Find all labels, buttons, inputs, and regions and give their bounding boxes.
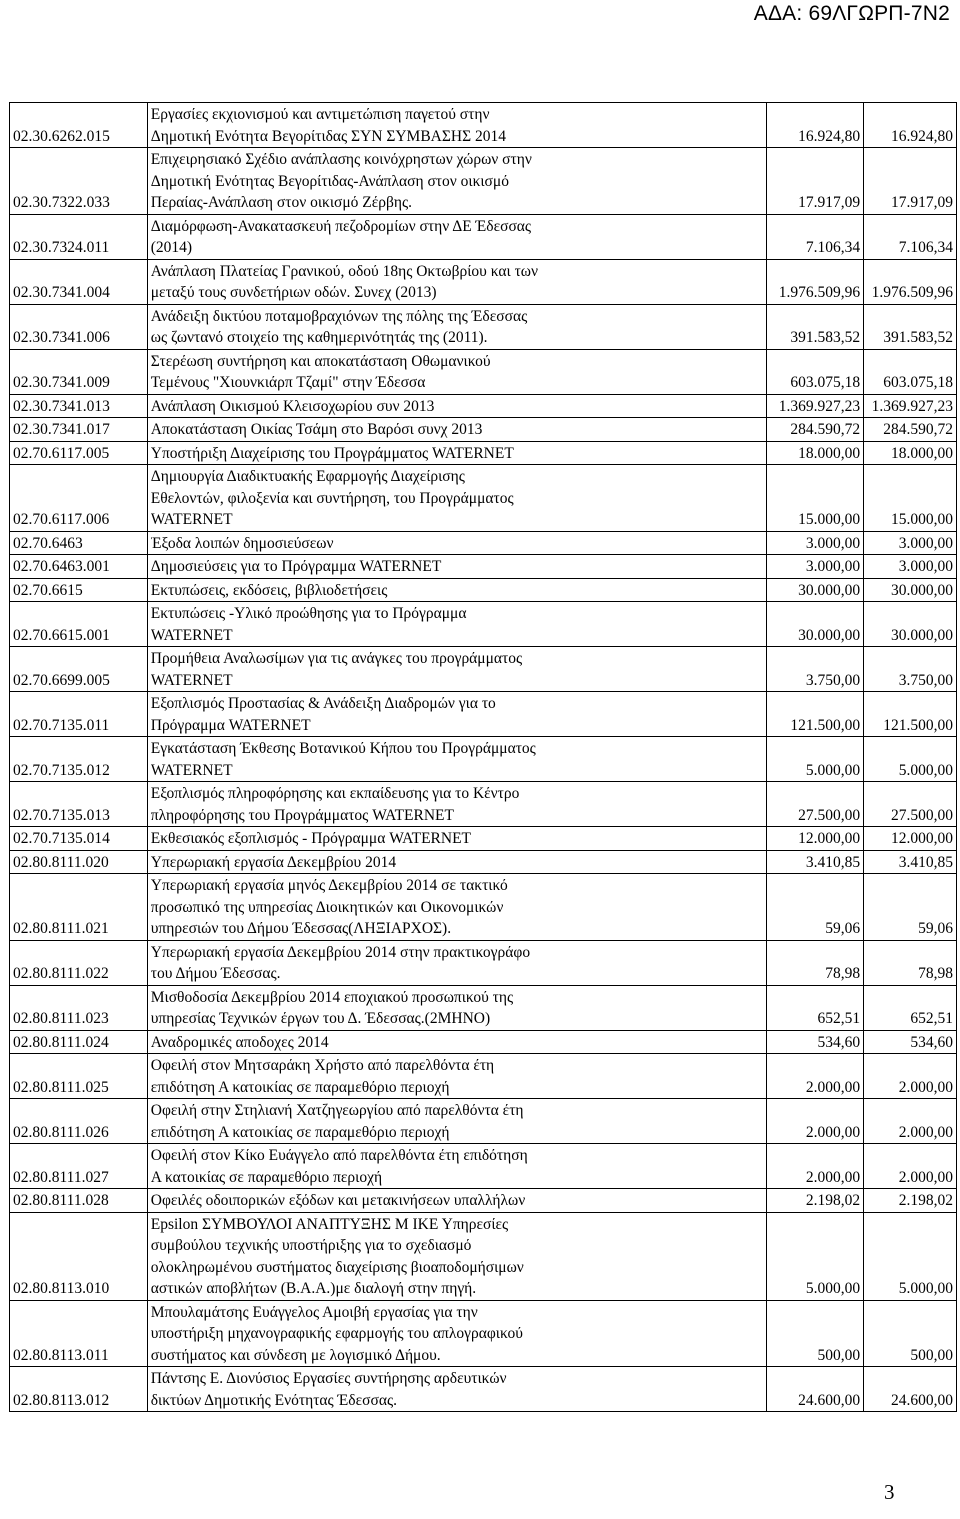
account-code: 02.80.8111.020 bbox=[10, 850, 148, 874]
amount-credit: 284.590,72 bbox=[767, 418, 864, 442]
description-line: Μπουλαμάτσης Ευάγγελος Αμοιβή εργασίας για την bbox=[150, 1303, 478, 1321]
table-row bbox=[10, 1054, 957, 1099]
account-code: 02.70.6699.005 bbox=[10, 647, 148, 692]
table-row bbox=[10, 148, 957, 215]
description-line: πληροφόρησης του Προγράμματος WATERNET bbox=[150, 806, 454, 824]
table-row bbox=[10, 214, 957, 259]
description-line: Μισθοδοσία Δεκεμβρίου 2014 εποχιακού προσωπικού της bbox=[150, 988, 514, 1006]
account-code: 02.70.6117.005 bbox=[10, 441, 148, 465]
description bbox=[147, 602, 766, 647]
amount-total: 1.976.509,96 bbox=[864, 259, 957, 304]
amount-credit: 27.500,00 bbox=[767, 782, 864, 827]
amount-credit: 18.000,00 bbox=[767, 441, 864, 465]
amount-credit: 24.600,00 bbox=[767, 1367, 864, 1412]
table-row bbox=[10, 850, 957, 874]
amount-total: 3.750,00 bbox=[864, 647, 957, 692]
amount-total: 2.000,00 bbox=[864, 1099, 957, 1144]
amount-credit: 3.750,00 bbox=[767, 647, 864, 692]
table-row bbox=[10, 647, 957, 692]
amount-total: 652,51 bbox=[864, 985, 957, 1030]
table-row bbox=[10, 1099, 957, 1144]
table-row bbox=[10, 531, 957, 555]
description-line: του Δήμου Έδεσσας. bbox=[150, 965, 281, 982]
description bbox=[147, 441, 766, 465]
description bbox=[147, 418, 766, 442]
amount-total: 27.500,00 bbox=[864, 782, 957, 827]
amount-total: 534,60 bbox=[864, 1030, 957, 1054]
table-row bbox=[10, 827, 957, 851]
account-code: 02.30.7341.013 bbox=[10, 394, 148, 418]
description-line: συστήματος και σύνδεση με λογισμικό Δήμου. bbox=[150, 1346, 441, 1364]
table-row bbox=[10, 1367, 957, 1412]
description bbox=[147, 349, 766, 394]
page-number: 3 bbox=[884, 1480, 895, 1504]
amount-credit: 2.000,00 bbox=[767, 1099, 864, 1144]
amount-credit: 7.106,34 bbox=[767, 214, 864, 259]
description-line: Πάντσης Ε. Διονύσιος Εργασίες συντήρησης αρδευτικών bbox=[150, 1370, 507, 1387]
amount-total: 78,98 bbox=[864, 940, 957, 985]
amount-total: 3.000,00 bbox=[864, 555, 957, 579]
table-row bbox=[10, 555, 957, 579]
amount-total: 3.410,85 bbox=[864, 850, 957, 874]
description-line: Αποκατάσταση Οικίας Τσάμη στο Βαρόσι συνχ 2013 bbox=[150, 421, 483, 438]
amount-total: 1.369.927,23 bbox=[864, 394, 957, 418]
amount-credit: 30.000,00 bbox=[767, 578, 864, 602]
description bbox=[147, 647, 766, 692]
description-line: Οφειλή στον Μητσαράκη Χρήστο από παρελθόντα έτη bbox=[150, 1057, 495, 1074]
description bbox=[147, 148, 766, 215]
description bbox=[147, 103, 766, 148]
description-line: Ανάπλαση Πλατείας Γρανικού, οδού 18ης Οκτωβρίου και των bbox=[150, 262, 539, 280]
description-line: ολοκληρωμένου συστήματος διαχείρισης βιοαποδομήσιμων bbox=[150, 1258, 524, 1276]
description bbox=[147, 1054, 766, 1099]
description bbox=[147, 465, 766, 532]
table-row bbox=[10, 1212, 957, 1300]
amount-total: 284.590,72 bbox=[864, 418, 957, 442]
description bbox=[147, 940, 766, 985]
amount-credit: 391.583,52 bbox=[767, 304, 864, 349]
description-line: WATERNET bbox=[150, 626, 233, 644]
table-row bbox=[10, 103, 957, 148]
description-line: αστικών αποβλήτων (Β.Α.Α.)με διαλογή στην πηγή. bbox=[150, 1280, 477, 1297]
table-row bbox=[10, 418, 957, 442]
amount-credit: 1.369.927,23 bbox=[767, 394, 864, 418]
description bbox=[147, 692, 766, 737]
description bbox=[147, 259, 766, 304]
amount-credit: 500,00 bbox=[767, 1300, 864, 1367]
account-code: 02.80.8113.010 bbox=[10, 1212, 148, 1300]
account-code: 02.70.7135.012 bbox=[10, 737, 148, 782]
description bbox=[147, 1300, 766, 1367]
amount-credit: 15.000,00 bbox=[767, 465, 864, 532]
amount-total: 3.000,00 bbox=[864, 531, 957, 555]
amount-total: 7.106,34 bbox=[864, 214, 957, 259]
description-line: Τεμένους "Χιουνκιάρπ Τζαμί" στην Έδεσσα bbox=[150, 374, 426, 391]
amount-credit: 78,98 bbox=[767, 940, 864, 985]
account-code: 02.80.8111.022 bbox=[10, 940, 148, 985]
amount-credit: 1.976.509,96 bbox=[767, 259, 864, 304]
table-row bbox=[10, 1144, 957, 1189]
amount-total: 5.000,00 bbox=[864, 737, 957, 782]
description-line: συμβούλου τεχνικής υποστήριξης για το σχεδιασμό bbox=[150, 1237, 472, 1254]
amount-total: 24.600,00 bbox=[864, 1367, 957, 1412]
description-line: μεταξύ τους συνδετήριων οδών. Συνεχ (2013) bbox=[150, 284, 437, 301]
description-line: Epsilon ΣΥΜΒΟΥΛΟΙ ΑΝΑΠΤΥΞΗΣ Μ ΙΚΕ Υπηρεσίες bbox=[150, 1215, 509, 1233]
description-line: Δημοτική Ενότητας Βεγορίτιδας-Ανάπλαση στον οικισμό bbox=[150, 172, 509, 190]
account-code: 02.30.7324.011 bbox=[10, 214, 148, 259]
amount-credit: 121.500,00 bbox=[767, 692, 864, 737]
amount-total: 59,06 bbox=[864, 874, 957, 941]
description-line: Αναδρομικές αποδοχες 2014 bbox=[150, 1033, 329, 1051]
description-line: Ανάδειξη δικτύου ποταμοβραχιόνων της πόλης της Έδεσσας bbox=[150, 307, 528, 325]
description-line: υποστήριξη μηχανογραφικής εφαρμογής του απλογραφικού bbox=[150, 1325, 523, 1342]
description-line: Δημοσιεύσεις για το Πρόγραμμα WATERNET bbox=[150, 558, 442, 575]
account-code: 02.70.7135.011 bbox=[10, 692, 148, 737]
table-row bbox=[10, 1300, 957, 1367]
description-line: Ανάπλαση Οικισμού Κλεισοχωρίου συν 2013 bbox=[150, 397, 435, 415]
description-line: WATERNET bbox=[150, 511, 233, 528]
description-line: Υπερωριακή εργασία Δεκεμβρίου 2014 bbox=[150, 853, 397, 871]
amount-credit: 3.410,85 bbox=[767, 850, 864, 874]
description bbox=[147, 737, 766, 782]
description-line: υπηρεσιών του Δήμου Έδεσσας(ΛΗΞΙΑΡΧΟΣ). bbox=[150, 920, 452, 937]
description-line: Εκτυπώσεις, εκδόσεις, βιβλιοδετήσεις bbox=[150, 581, 388, 599]
account-code: 02.30.7341.004 bbox=[10, 259, 148, 304]
description-line: Δημιουργία Διαδικτυακής Εφαρμογής Διαχείρισης bbox=[150, 468, 465, 485]
description bbox=[147, 827, 766, 851]
description-line: Οφειλή στον Κίκο Ευάγγελο από παρελθόντα έτη επιδότηση bbox=[150, 1147, 528, 1164]
amount-credit: 2.198,02 bbox=[767, 1189, 864, 1213]
table-row bbox=[10, 1030, 957, 1054]
description bbox=[147, 1212, 766, 1300]
amount-credit: 16.924,80 bbox=[767, 103, 864, 148]
description-line: Εγκατάσταση Έκθεσης Βοτανικού Κήπου του Προγράμματος bbox=[150, 740, 536, 757]
account-code: 02.30.6262.015 bbox=[10, 103, 148, 148]
description-line: WATERNET bbox=[150, 671, 233, 689]
description-line: Εξοπλισμός Προστασίας & Ανάδειξη Διαδρομών για το bbox=[150, 695, 496, 712]
account-code: 02.80.8111.027 bbox=[10, 1144, 148, 1189]
description-line: Εργασίες εκχιονισμού και αντιμετώπιση παγετού στην bbox=[150, 106, 490, 123]
description bbox=[147, 985, 766, 1030]
description-line: υπηρεσίας Τεχνικών έργων του Δ. Έδεσσας.(2ΜΗΝΟ) bbox=[150, 1010, 491, 1027]
amount-credit: 5.000,00 bbox=[767, 1212, 864, 1300]
account-code: 02.80.8111.025 bbox=[10, 1054, 148, 1099]
amount-total: 15.000,00 bbox=[864, 465, 957, 532]
description-line: Α κατοικίας σε παραμεθόριο περιοχή bbox=[150, 1168, 383, 1186]
table-row bbox=[10, 441, 957, 465]
description-line: προσωπικό της υπηρεσίας Διοικητικών και Οικονομικών bbox=[150, 898, 504, 916]
amount-credit: 59,06 bbox=[767, 874, 864, 941]
description-line: Οφειλές οδοιπορικών εξόδων και μετακινήσεων υπαλλήλων bbox=[150, 1192, 526, 1209]
description-line: ως ζωντανό στοιχείο της καθημερινότητάς της (2011). bbox=[150, 329, 488, 346]
amount-total: 5.000,00 bbox=[864, 1212, 957, 1300]
account-code: 02.80.8111.026 bbox=[10, 1099, 148, 1144]
amount-credit: 2.000,00 bbox=[767, 1054, 864, 1099]
description bbox=[147, 782, 766, 827]
amount-credit: 30.000,00 bbox=[767, 602, 864, 647]
budget-table bbox=[9, 102, 957, 1412]
account-code: 02.30.7341.017 bbox=[10, 418, 148, 442]
amount-total: 391.583,52 bbox=[864, 304, 957, 349]
amount-total: 18.000,00 bbox=[864, 441, 957, 465]
table-row bbox=[10, 394, 957, 418]
ada-code: ΑΔΑ: 69ΛΓΩΡΠ-7Ν2 bbox=[753, 2, 950, 25]
account-code: 02.80.8113.011 bbox=[10, 1300, 148, 1367]
account-code: 02.80.8111.023 bbox=[10, 985, 148, 1030]
amount-total: 2.000,00 bbox=[864, 1144, 957, 1189]
amount-total: 30.000,00 bbox=[864, 602, 957, 647]
account-code: 02.70.7135.014 bbox=[10, 827, 148, 851]
amount-total: 17.917,09 bbox=[864, 148, 957, 215]
account-code: 02.30.7341.006 bbox=[10, 304, 148, 349]
amount-credit: 652,51 bbox=[767, 985, 864, 1030]
amount-credit: 17.917,09 bbox=[767, 148, 864, 215]
amount-total: 30.000,00 bbox=[864, 578, 957, 602]
account-code: 02.30.7322.033 bbox=[10, 148, 148, 215]
account-code: 02.70.6615 bbox=[10, 578, 148, 602]
description-line: επιδότηση Α κατοικίας σε παραμεθόριο περιοχή bbox=[150, 1123, 450, 1141]
description-line: Διαμόρφωση-Ανακατασκευή πεζοδρομίων στην ΔΕ Έδεσσας bbox=[150, 217, 532, 235]
amount-total: 500,00 bbox=[864, 1300, 957, 1367]
description-line: Υπερωριακή εργασία μηνός Δεκεμβρίου 2014 σε τακτικό bbox=[150, 877, 508, 894]
amount-total: 121.500,00 bbox=[864, 692, 957, 737]
amount-credit: 3.000,00 bbox=[767, 531, 864, 555]
account-code: 02.70.6117.006 bbox=[10, 465, 148, 532]
description bbox=[147, 850, 766, 874]
description-line: Οφειλή στην Στηλιανή Χατζηγεωργίου από παρελθόντα έτη bbox=[150, 1102, 524, 1119]
account-code: 02.70.6463.001 bbox=[10, 555, 148, 579]
amount-credit: 603.075,18 bbox=[767, 349, 864, 394]
account-code: 02.80.8113.012 bbox=[10, 1367, 148, 1412]
amount-credit: 3.000,00 bbox=[767, 555, 864, 579]
description-line: Υπερωριακή εργασία Δεκεμβρίου 2014 στην πρακτικογράφο bbox=[150, 943, 531, 961]
account-code: 02.30.7341.009 bbox=[10, 349, 148, 394]
amount-credit: 5.000,00 bbox=[767, 737, 864, 782]
description-line: Περαίας-Ανάπλαση στον οικισμό Ζέρβης. bbox=[150, 194, 412, 211]
amount-credit: 2.000,00 bbox=[767, 1144, 864, 1189]
account-code: 02.70.7135.013 bbox=[10, 782, 148, 827]
description bbox=[147, 531, 766, 555]
table-row bbox=[10, 940, 957, 985]
description bbox=[147, 1367, 766, 1412]
table-row bbox=[10, 874, 957, 941]
description-line: Εθελοντών, φιλοξενία και συντήρηση, του Προγράμματος bbox=[150, 489, 514, 507]
description bbox=[147, 578, 766, 602]
account-code: 02.80.8111.021 bbox=[10, 874, 148, 941]
amount-total: 12.000,00 bbox=[864, 827, 957, 851]
description bbox=[147, 214, 766, 259]
amount-credit: 534,60 bbox=[767, 1030, 864, 1054]
table-row bbox=[10, 692, 957, 737]
description bbox=[147, 1144, 766, 1189]
description-line: Εκτυπώσεις -Υλικό προώθησης για το Πρόγραμμα bbox=[150, 605, 467, 622]
description-line: Προμήθεια Αναλωσίμων για τις ανάγκες του προγράμματος bbox=[150, 650, 523, 667]
account-code: 02.80.8111.024 bbox=[10, 1030, 148, 1054]
account-code: 02.70.6463 bbox=[10, 531, 148, 555]
amount-total: 603.075,18 bbox=[864, 349, 957, 394]
description-line: επιδότηση Α κατοικίας σε παραμεθόριο περιοχή bbox=[150, 1078, 450, 1096]
table-row bbox=[10, 602, 957, 647]
table-row bbox=[10, 1189, 957, 1213]
description-line: Έξοδα λοιπών δημοσιεύσεων bbox=[150, 534, 334, 552]
table-row bbox=[10, 737, 957, 782]
description-line: Υποστήριξη Διαχείρισης του Προγράμματος WATERNET bbox=[150, 444, 514, 462]
table-row bbox=[10, 259, 957, 304]
description-line: (2014) bbox=[150, 239, 193, 256]
description bbox=[147, 1189, 766, 1213]
amount-credit: 12.000,00 bbox=[767, 827, 864, 851]
description-line: Εκθεσιακός εξοπλισμός - Πρόγραμμα WATERNET bbox=[150, 830, 472, 847]
description-line: Στερέωση συντήρηση και αποκατάσταση Οθωμανικού bbox=[150, 352, 491, 370]
description-line: δικτύων Δημοτικής Ενότητας Έδεσσας. bbox=[150, 1391, 397, 1409]
amount-total: 2.000,00 bbox=[864, 1054, 957, 1099]
description-line: Εξοπλισμός πληροφόρησης και εκπαίδευσης για το Κέντρο bbox=[150, 785, 520, 802]
description-line: Δημοτική Ενότητα Βεγορίτιδας ΣΥΝ ΣΥΜΒΑΣΗΣ 2014 bbox=[150, 127, 506, 145]
description bbox=[147, 874, 766, 941]
description-line: Επιχειρησιακό Σχέδιο ανάπλασης κοινόχρηστων χώρων στην bbox=[150, 151, 532, 168]
amount-total: 2.198,02 bbox=[864, 1189, 957, 1213]
table-row bbox=[10, 304, 957, 349]
table-row bbox=[10, 985, 957, 1030]
table-row bbox=[10, 349, 957, 394]
description-line: Πρόγραμμα WATERNET bbox=[150, 716, 311, 734]
table-row bbox=[10, 578, 957, 602]
description bbox=[147, 1030, 766, 1054]
account-code: 02.70.6615.001 bbox=[10, 602, 148, 647]
amount-total: 16.924,80 bbox=[864, 103, 957, 148]
account-code: 02.80.8111.028 bbox=[10, 1189, 148, 1213]
table-row bbox=[10, 465, 957, 532]
table-row bbox=[10, 782, 957, 827]
description bbox=[147, 394, 766, 418]
description bbox=[147, 304, 766, 349]
description-line: WATERNET bbox=[150, 761, 233, 779]
description bbox=[147, 555, 766, 579]
description bbox=[147, 1099, 766, 1144]
